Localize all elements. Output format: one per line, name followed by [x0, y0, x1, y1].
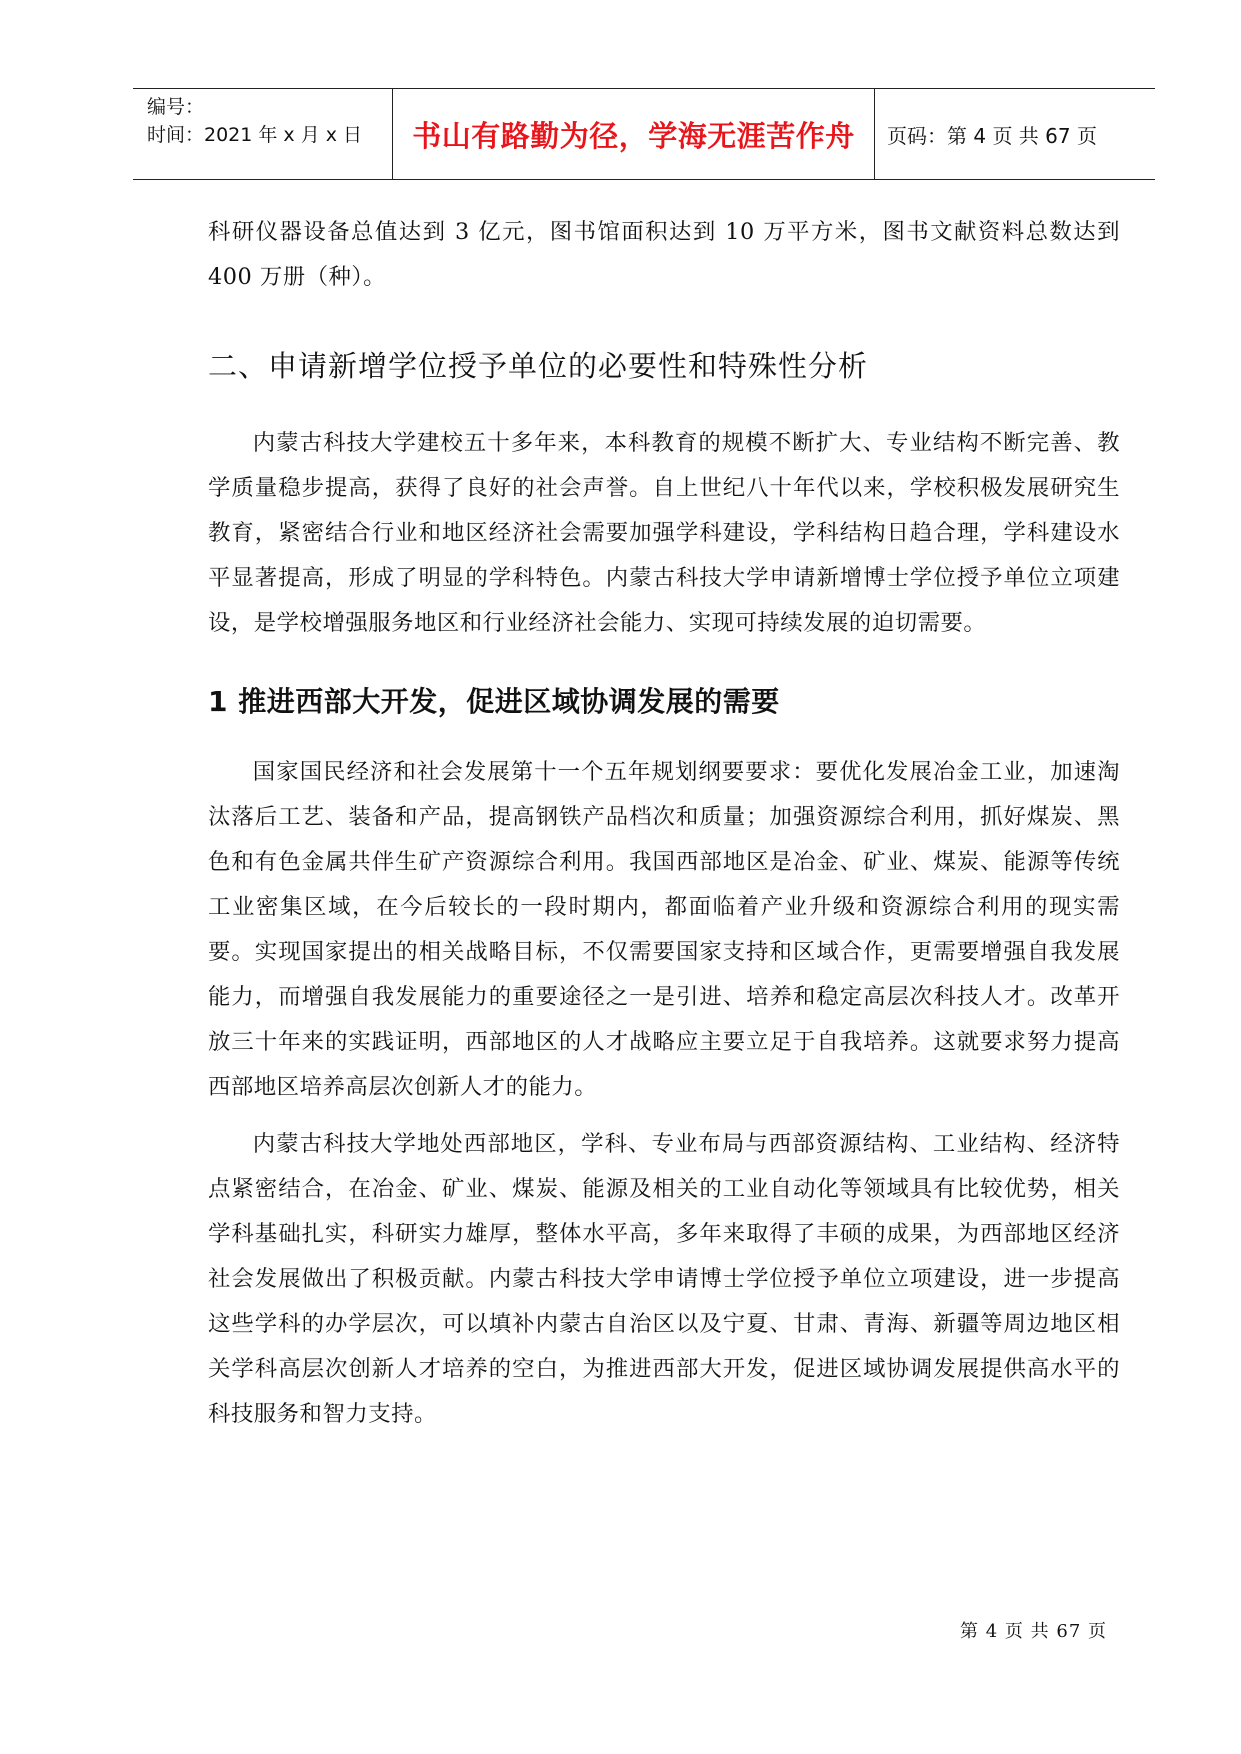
header-motto: 书山有路勤为径，学海无涯苦作舟 — [393, 89, 875, 179]
subsection-heading: 1 推进西部大开发，促进区域协调发展的需要 — [208, 685, 780, 718]
subsection-paragraph-2: 内蒙古科技大学地处西部地区，学科、专业布局与西部资源结构、工业结构、经济特点紧密结合，在冶金、矿业、煤炭、能源及相关的工业自动化等领域具有比较优势，相关学科基础扎实，科研实力雄厚，整体水平高，多年来取得了丰硕的成果，为西部地区经济社会发展做出了积极贡献。内蒙古科技大学申请博士学位授予单位立项建设，进一步提高这些学科的办学层次，可以填补内蒙古自治区以及宁夏、甘肃、青海、新疆等周边地区相关学科高层次创新人才培养的空白，为推进西部大开发，促进区域协调发展提供高水平的科技服务和智力支持。 — [208, 1131, 1120, 1427]
document-number-label: 编号： — [147, 96, 205, 118]
section-paragraph: 内蒙古科技大学建校五十多年来，本科教育的规模不断扩大、专业结构不断完善、教学质量稳步提高，获得了良好的社会声誉。自上世纪八十年代以来，学校积极发展研究生教育，紧密结合行业和地区经济社会需要加强学科建设，学科结构日趋合理，学科建设水平显著提高，形成了明显的学科特色。内蒙古科技大学申请新增博士学位授予单位立项建设，是学校增强服务地区和行业经济社会能力、实现可持续发展的迫切需要。 — [208, 430, 1120, 636]
section-heading: 二、申请新增学位授予单位的必要性和特殊性分析 — [208, 349, 869, 383]
page-footer: 第 4 页 共 67 页 — [960, 1621, 1107, 1642]
intro-paragraph: 科研仪器设备总值达到 3 亿元，图书馆面积达到 10 万平方米，图书文献资料总数达到 400 万册（种）。 — [208, 219, 1120, 290]
header-meta — [133, 89, 393, 179]
subsection-paragraph-1: 国家国民经济和社会发展第十一个五年规划纲要要求：要优化发展冶金工业，加速淘汰落后工艺、装备和产品，提高钢铁产品档次和质量；加强资源综合利用，抓好煤炭、黑色和有色金属共伴生矿产资源综合利用。我国西部地区是冶金、矿业、煤炭、能源等传统工业密集区域，在今后较长的一段时期内，都面临着产业升级和资源综合利用的现实需要。实现国家提出的相关战略目标，不仅需要国家支持和区域合作，更需要增强自我发展能力，而增强自我发展能力的重要途径之一是引进、培养和稳定高层次科技人才。改革开放三十年来的实践证明，西部地区的人才战略应主要立足于自我培养。这就要求努力提高西部地区培养高层次创新人才的能力。 — [208, 759, 1120, 1100]
page-header — [133, 88, 1155, 180]
document-body — [208, 210, 1120, 1437]
document-time-label: 时间：2021 年 x 月 x 日 — [147, 124, 363, 146]
header-page-label: 页码：第 4 页 共 67 页 — [887, 123, 1097, 148]
